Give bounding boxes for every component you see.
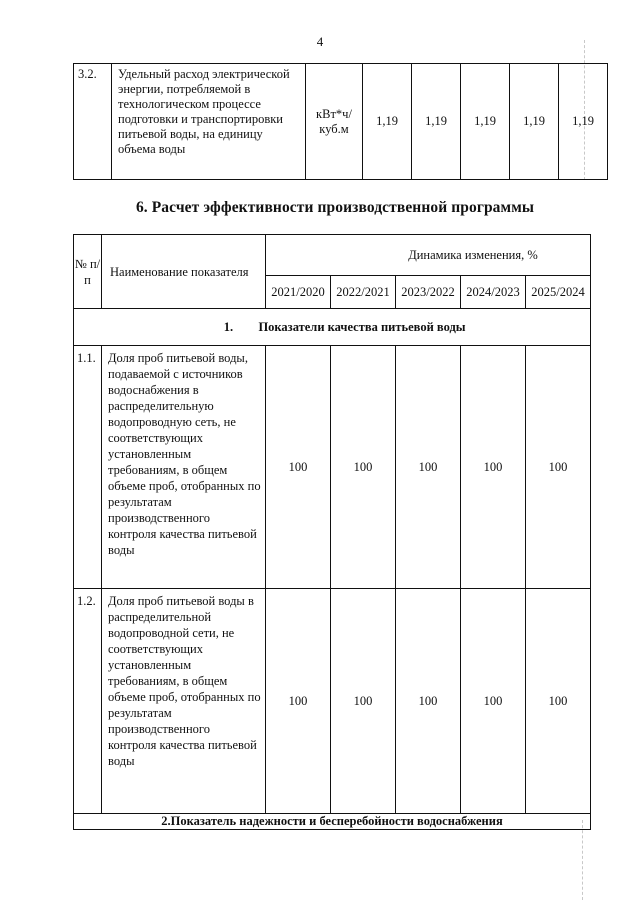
section-title: 6. Расчет эффективности производственной программы xyxy=(135,199,535,216)
row-number: 1.1. xyxy=(74,346,102,589)
group-title: Показатели качества питьевой воды xyxy=(258,320,466,334)
value-cell: 100 xyxy=(396,589,461,814)
value-cell: 100 xyxy=(396,346,461,589)
value-cell: 100 xyxy=(266,589,331,814)
value-cell: 100 xyxy=(526,346,591,589)
scan-edge-line-lower xyxy=(582,820,583,900)
value-cell: 100 xyxy=(461,589,526,814)
header-row xyxy=(74,235,591,276)
row-number: 3.2. xyxy=(74,64,112,180)
group-heading xyxy=(74,309,591,346)
value-cell: 1,19 xyxy=(412,64,461,180)
value-cell: 100 xyxy=(266,346,331,589)
value-cell: 100 xyxy=(331,346,396,589)
table-row xyxy=(74,589,591,814)
top-indicator-table xyxy=(73,63,608,180)
group-heading xyxy=(74,814,591,830)
value-cell: 1,19 xyxy=(559,64,608,180)
header-number: № п/п xyxy=(74,235,102,309)
table-row xyxy=(74,64,608,180)
value-cell: 1,19 xyxy=(461,64,510,180)
value-cell: 1,19 xyxy=(510,64,559,180)
year-header: 2022/2021 xyxy=(331,276,396,309)
value-cell: 100 xyxy=(461,346,526,589)
value-cell: 100 xyxy=(331,589,396,814)
year-header: 2024/2023 xyxy=(461,276,526,309)
value-cell: 100 xyxy=(526,589,591,814)
value-cell: 1,19 xyxy=(363,64,412,180)
row-number: 1.2. xyxy=(74,589,102,814)
year-header: 2023/2022 xyxy=(396,276,461,309)
table-row xyxy=(74,346,591,589)
indicator-name: Доля проб питьевой воды в распределительной водопроводной сети, не соответствующих установленным требованиям, в общем объеме проб, отобранных по результатам производственного контроля качества питьевой воды xyxy=(102,589,266,814)
group-row-quality xyxy=(74,309,591,346)
header-indicator-name: Наименование показателя xyxy=(102,235,266,309)
group-title: Показатель надежности и бесперебойности водоснабжения xyxy=(170,814,503,828)
efficiency-table xyxy=(73,234,591,830)
group-number: 2. xyxy=(161,814,171,828)
year-header: 2021/2020 xyxy=(266,276,331,309)
year-header: 2025/2024 xyxy=(526,276,591,309)
group-number: 1. xyxy=(223,320,234,334)
page-number: 4 xyxy=(316,34,324,49)
indicator-name: Доля проб питьевой воды, подаваемой с источников водоснабжения в распределительную водопроводную сеть, не соответствующих установленным требованиям, в общем объеме проб, отобранных по результатам производственного контроля качества питьевой воды xyxy=(102,346,266,589)
header-dynamics: Динамика изменения, % xyxy=(266,235,591,276)
indicator-name: Удельный расход электрической энергии, потребляемой в технологическом процессе подготовки и транспортировки питьевой воды, на единицу объема воды xyxy=(112,64,306,180)
unit-cell: кВт*ч/ куб.м xyxy=(306,64,363,180)
group-row-reliability xyxy=(74,814,591,830)
